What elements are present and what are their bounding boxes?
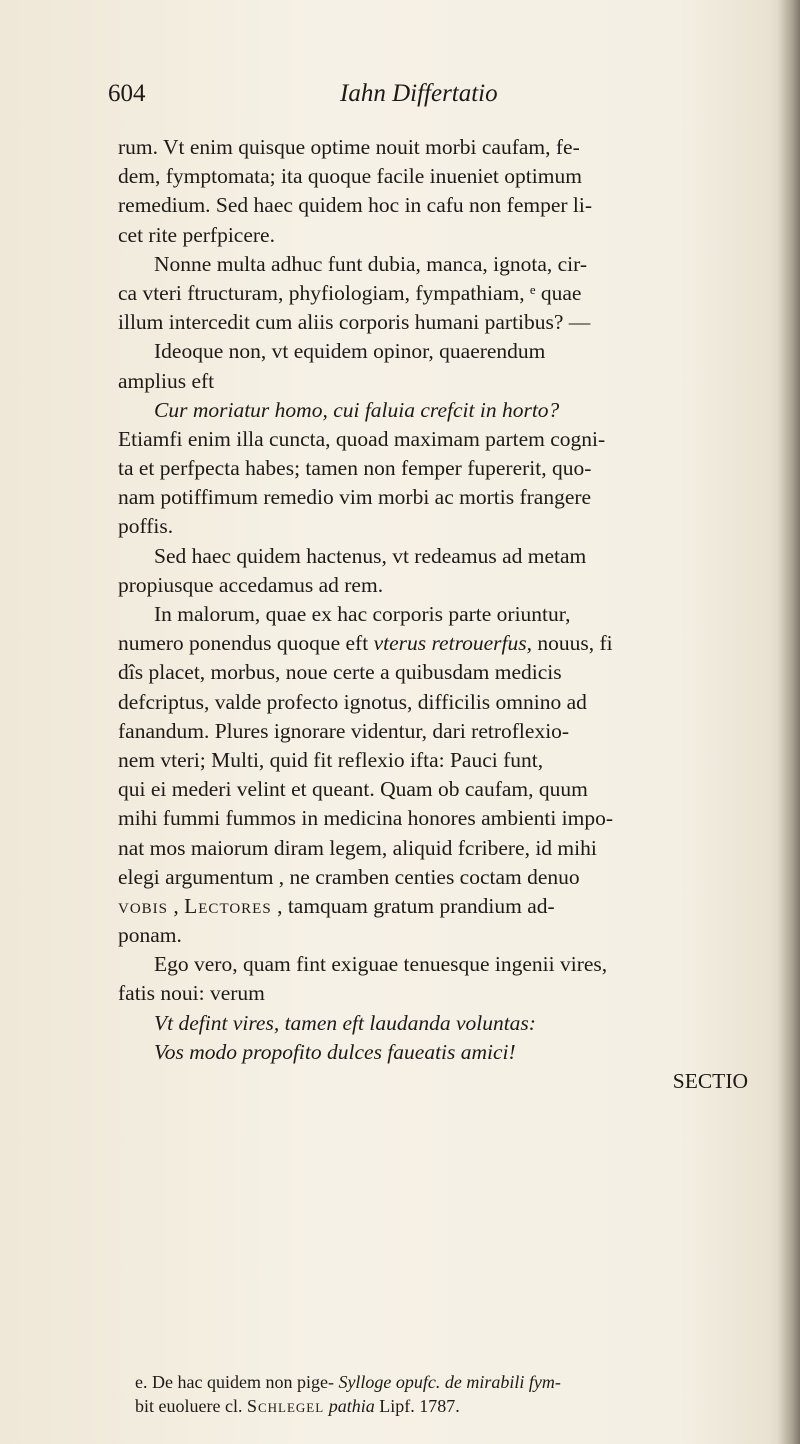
text-line: qui ei mederi velint et queant. Quam ob caufam, quum xyxy=(118,777,588,802)
text-line: remedium. Sed haec quidem hoc in cafu non femper li- xyxy=(118,193,593,218)
text-line: nem vteri; Multi, quid fit reflexio ifta: Pauci funt, xyxy=(118,747,544,772)
footnote xyxy=(135,1370,775,1418)
text-line xyxy=(118,629,766,658)
text-span: , xyxy=(168,893,185,918)
text-line: poffis. xyxy=(118,514,174,539)
page-number: 604 xyxy=(108,80,146,107)
page-header xyxy=(108,80,708,120)
text-line: ponam. xyxy=(118,923,182,948)
text-span: , tamquam gratum prandium ad- xyxy=(271,893,555,918)
text-line: Nonne multa adhuc funt dubia, manca, ignota, cir- xyxy=(154,251,588,276)
small-caps-word: vobis xyxy=(118,893,169,918)
text-line: defcriptus, valde profecto ignotus, difficilis omnino ad xyxy=(118,689,587,714)
text-line xyxy=(118,892,766,921)
text-line: elegi argumentum , ne cramben centies coctam denuo xyxy=(118,864,580,889)
footnote-author: Schlegel xyxy=(246,1396,325,1416)
text-line: propiusque accedamus ad rem. xyxy=(118,572,384,597)
running-title: Iahn Differtatio xyxy=(340,80,498,107)
text-line: dem, fymptomata; ita quoque facile inueniet optimum xyxy=(118,164,582,189)
body-text xyxy=(118,133,766,1096)
text-line: amplius eft xyxy=(118,368,215,393)
catchword: SECTIO xyxy=(672,1069,748,1093)
verse-line: Vos modo propofito dulces faueatis amici! xyxy=(154,1039,516,1064)
text-line: nam potiffimum remedio vim morbi ac mortis frangere xyxy=(118,485,592,510)
text-line: nat mos maiorum diram legem, aliquid fcribere, id mihi xyxy=(118,835,597,860)
text-line: dîs placet, morbus, noue certe a quibusdam medicis xyxy=(118,660,562,685)
footnote-text: e. De hac quidem non pige- xyxy=(135,1372,339,1392)
text-line: Sed haec quidem hactenus, vt redeamus ad metam xyxy=(154,543,587,568)
footnote-text: Lipf. 1787. xyxy=(374,1396,460,1416)
verse-line: Vt defint vires, tamen eft laudanda voluntas: xyxy=(154,1010,536,1035)
text-line: rum. Vt enim quisque optime nouit morbi caufam, fe- xyxy=(118,135,580,159)
text-line: fatis noui: verum xyxy=(118,981,265,1006)
footnote-citation: Sylloge opufc. de mirabili fym- xyxy=(338,1372,561,1392)
text-line: Etiamfi enim illa cuncta, quoad maximam partem cogni- xyxy=(118,426,606,451)
text-line: fanandum. Plures ignorare videntur, dari retroflexio- xyxy=(118,718,570,743)
text-line: In malorum, quae ex hac corporis parte oriuntur, xyxy=(154,602,571,626)
footnote-citation: pathia xyxy=(328,1396,375,1416)
page-edge-shadow xyxy=(778,0,800,1444)
italic-term: vterus retrouerfus, xyxy=(373,631,533,656)
text-line: cet rite perfpicere. xyxy=(118,222,275,247)
footnote-text: bit euoluere cl. xyxy=(135,1396,247,1416)
quote-line: Cur moriatur homo, cui faluia crefcit in horto? xyxy=(154,397,560,422)
footnote-line xyxy=(135,1394,775,1418)
text-line: ca vteri ftructuram, phyfiologiam, fympathiam, ᵉ quae xyxy=(118,280,582,305)
footnote-line xyxy=(135,1370,775,1394)
text-line: ta et perfpecta habes; tamen non femper fupererit, quo- xyxy=(118,456,592,481)
text-span: numero ponendus quoque eft xyxy=(118,631,374,656)
text-span: nouus, fi xyxy=(532,631,613,656)
text-line: Ideoque non, vt equidem opinor, quaerendum xyxy=(154,339,546,364)
text-line: Ego vero, quam fint exiguae tenuesque ingenii vires, xyxy=(154,952,608,977)
text-line: mihi fummi fummos in medicina honores ambienti impo- xyxy=(118,806,614,831)
text-line: illum intercedit cum aliis corporis humani partibus? — xyxy=(118,310,591,335)
small-caps-word: Lectores xyxy=(184,893,272,918)
